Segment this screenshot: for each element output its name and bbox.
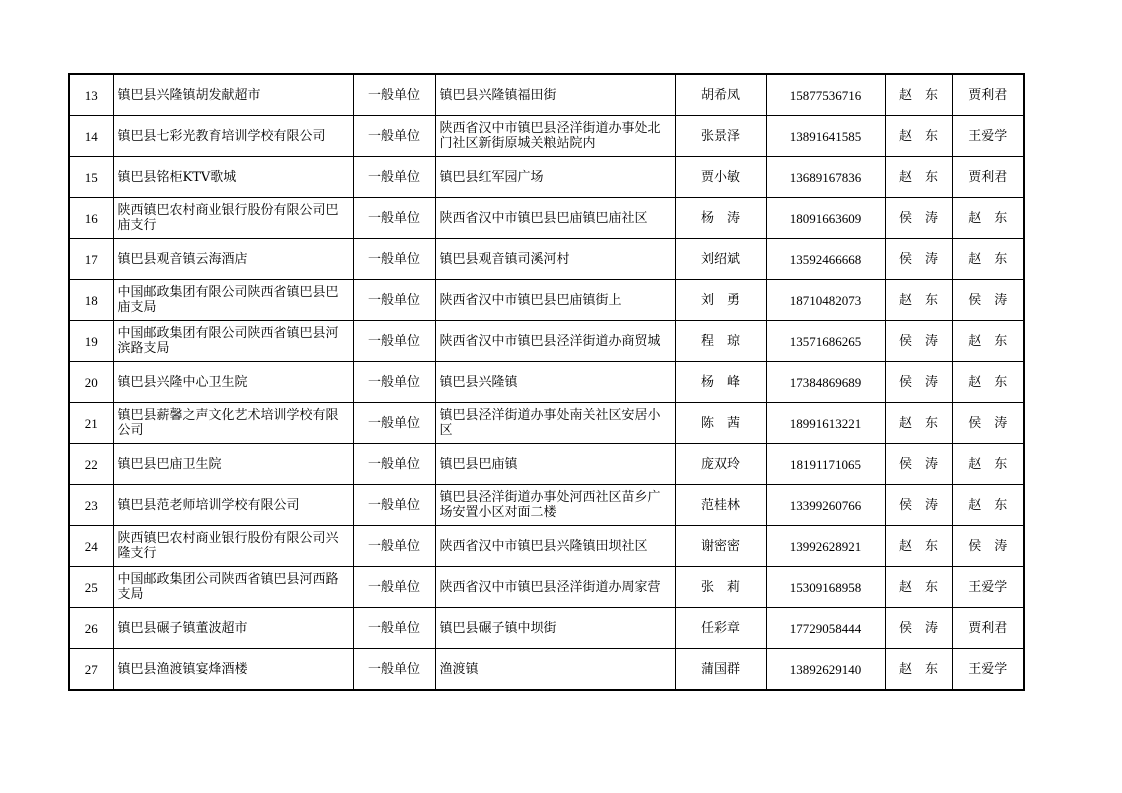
supervisor-2-cell: 赵 东	[952, 444, 1024, 485]
supervisor-2-cell: 侯 涛	[952, 280, 1024, 321]
supervisor-1-cell: 赵 东	[885, 74, 952, 116]
address-cell: 陕西省汉中市镇巴县巴庙镇街上	[435, 280, 675, 321]
table-row	[69, 485, 1024, 526]
supervisor-2-cell: 王爱学	[952, 116, 1024, 157]
unit-name-cell: 镇巴县兴隆中心卫生院	[113, 362, 353, 403]
contact-person-cell: 任彩章	[675, 608, 766, 649]
unit-name-cell: 中国邮政集团有限公司陕西省镇巴县巴庙支局	[113, 280, 353, 321]
row-number-cell: 14	[69, 116, 113, 157]
supervisor-1-cell: 赵 东	[885, 403, 952, 444]
supervisor-2-cell: 王爱学	[952, 567, 1024, 608]
phone-cell: 15877536716	[766, 74, 885, 116]
table-row	[69, 362, 1024, 403]
unit-name-cell: 中国邮政集团公司陕西省镇巴县河西路支局	[113, 567, 353, 608]
table-row	[69, 198, 1024, 239]
inspection-table	[68, 73, 1025, 691]
contact-person-cell: 陈 茜	[675, 403, 766, 444]
row-number-cell: 17	[69, 239, 113, 280]
contact-person-cell: 刘 勇	[675, 280, 766, 321]
supervisor-1-cell: 侯 涛	[885, 485, 952, 526]
unit-name-cell: 镇巴县观音镇云海酒店	[113, 239, 353, 280]
contact-person-cell: 程 琼	[675, 321, 766, 362]
phone-cell: 13399260766	[766, 485, 885, 526]
unit-type-cell: 一般单位	[353, 280, 435, 321]
unit-type-cell: 一般单位	[353, 321, 435, 362]
unit-type-cell: 一般单位	[353, 116, 435, 157]
supervisor-2-cell: 赵 东	[952, 321, 1024, 362]
supervisor-1-cell: 侯 涛	[885, 321, 952, 362]
address-cell: 陕西省汉中市镇巴县兴隆镇田坝社区	[435, 526, 675, 567]
row-number-cell: 26	[69, 608, 113, 649]
unit-type-cell: 一般单位	[353, 362, 435, 403]
table-row	[69, 567, 1024, 608]
address-cell: 镇巴县兴隆镇福田街	[435, 74, 675, 116]
unit-type-cell: 一般单位	[353, 526, 435, 567]
row-number-cell: 24	[69, 526, 113, 567]
address-cell: 渔渡镇	[435, 649, 675, 691]
unit-name-cell: 镇巴县渔渡镇宴烽酒楼	[113, 649, 353, 691]
row-number-cell: 13	[69, 74, 113, 116]
address-cell: 镇巴县泾洋街道办事处河西社区苗乡广场安置小区对面二楼	[435, 485, 675, 526]
table-row	[69, 239, 1024, 280]
contact-person-cell: 张 莉	[675, 567, 766, 608]
address-cell: 陕西省汉中市镇巴县泾洋街道办事处北门社区新街原城关粮站院内	[435, 116, 675, 157]
phone-cell: 17729058444	[766, 608, 885, 649]
row-number-cell: 15	[69, 157, 113, 198]
phone-cell: 13571686265	[766, 321, 885, 362]
unit-name-cell: 镇巴县范老师培训学校有限公司	[113, 485, 353, 526]
table-row	[69, 444, 1024, 485]
table-row	[69, 74, 1024, 116]
address-cell: 镇巴县兴隆镇	[435, 362, 675, 403]
contact-person-cell: 谢密密	[675, 526, 766, 567]
phone-cell: 13689167836	[766, 157, 885, 198]
unit-name-cell: 镇巴县薪馨之声文化艺术培训学校有限公司	[113, 403, 353, 444]
address-cell: 镇巴县观音镇司溪河村	[435, 239, 675, 280]
address-cell: 陕西省汉中市镇巴县巴庙镇巴庙社区	[435, 198, 675, 239]
supervisor-1-cell: 侯 涛	[885, 362, 952, 403]
address-cell: 陕西省汉中市镇巴县泾洋街道办商贸城	[435, 321, 675, 362]
unit-name-cell: 中国邮政集团有限公司陕西省镇巴县河滨路支局	[113, 321, 353, 362]
phone-cell: 13992628921	[766, 526, 885, 567]
unit-name-cell: 镇巴县兴隆镇胡发献超市	[113, 74, 353, 116]
phone-cell: 18191171065	[766, 444, 885, 485]
supervisor-1-cell: 赵 东	[885, 280, 952, 321]
address-cell: 陕西省汉中市镇巴县泾洋街道办周家营	[435, 567, 675, 608]
unit-name-cell: 陕西镇巴农村商业银行股份有限公司巴庙支行	[113, 198, 353, 239]
row-number-cell: 20	[69, 362, 113, 403]
supervisor-2-cell: 侯 涛	[952, 403, 1024, 444]
unit-name-cell: 镇巴县铭柜KTV歌城	[113, 157, 353, 198]
supervisor-2-cell: 贾利君	[952, 74, 1024, 116]
supervisor-1-cell: 侯 涛	[885, 198, 952, 239]
supervisor-1-cell: 侯 涛	[885, 239, 952, 280]
phone-cell: 18710482073	[766, 280, 885, 321]
contact-person-cell: 胡希凤	[675, 74, 766, 116]
unit-name-cell: 镇巴县七彩光教育培训学校有限公司	[113, 116, 353, 157]
row-number-cell: 25	[69, 567, 113, 608]
supervisor-1-cell: 侯 涛	[885, 608, 952, 649]
address-cell: 镇巴县巴庙镇	[435, 444, 675, 485]
contact-person-cell: 杨 峰	[675, 362, 766, 403]
supervisor-2-cell: 赵 东	[952, 485, 1024, 526]
unit-name-cell: 镇巴县巴庙卫生院	[113, 444, 353, 485]
address-cell: 镇巴县碾子镇中坝街	[435, 608, 675, 649]
phone-cell: 18991613221	[766, 403, 885, 444]
supervisor-2-cell: 王爱学	[952, 649, 1024, 691]
unit-type-cell: 一般单位	[353, 444, 435, 485]
table-row	[69, 116, 1024, 157]
contact-person-cell: 范桂林	[675, 485, 766, 526]
table-row	[69, 321, 1024, 362]
phone-cell: 18091663609	[766, 198, 885, 239]
unit-type-cell: 一般单位	[353, 608, 435, 649]
unit-type-cell: 一般单位	[353, 649, 435, 691]
supervisor-2-cell: 赵 东	[952, 362, 1024, 403]
unit-name-cell: 镇巴县碾子镇董波超市	[113, 608, 353, 649]
table-row	[69, 403, 1024, 444]
table-row	[69, 526, 1024, 567]
supervisor-2-cell: 赵 东	[952, 198, 1024, 239]
unit-type-cell: 一般单位	[353, 157, 435, 198]
unit-name-cell: 陕西镇巴农村商业银行股份有限公司兴隆支行	[113, 526, 353, 567]
contact-person-cell: 蒲国群	[675, 649, 766, 691]
row-number-cell: 22	[69, 444, 113, 485]
supervisor-1-cell: 侯 涛	[885, 444, 952, 485]
phone-cell: 13892629140	[766, 649, 885, 691]
phone-cell: 13592466668	[766, 239, 885, 280]
contact-person-cell: 贾小敏	[675, 157, 766, 198]
address-cell: 镇巴县红军园广场	[435, 157, 675, 198]
contact-person-cell: 杨 涛	[675, 198, 766, 239]
supervisor-1-cell: 赵 东	[885, 567, 952, 608]
unit-type-cell: 一般单位	[353, 567, 435, 608]
table-row	[69, 280, 1024, 321]
table-row	[69, 608, 1024, 649]
supervisor-2-cell: 贾利君	[952, 608, 1024, 649]
table-row	[69, 649, 1024, 691]
address-cell: 镇巴县泾洋街道办事处南关社区安居小区	[435, 403, 675, 444]
contact-person-cell: 刘绍斌	[675, 239, 766, 280]
row-number-cell: 16	[69, 198, 113, 239]
unit-type-cell: 一般单位	[353, 239, 435, 280]
row-number-cell: 18	[69, 280, 113, 321]
supervisor-1-cell: 赵 东	[885, 116, 952, 157]
supervisor-1-cell: 赵 东	[885, 157, 952, 198]
contact-person-cell: 张景泽	[675, 116, 766, 157]
unit-type-cell: 一般单位	[353, 403, 435, 444]
row-number-cell: 23	[69, 485, 113, 526]
supervisor-2-cell: 贾利君	[952, 157, 1024, 198]
row-number-cell: 27	[69, 649, 113, 691]
supervisor-1-cell: 赵 东	[885, 526, 952, 567]
unit-type-cell: 一般单位	[353, 198, 435, 239]
phone-cell: 17384869689	[766, 362, 885, 403]
supervisor-1-cell: 赵 东	[885, 649, 952, 691]
table-row	[69, 157, 1024, 198]
unit-type-cell: 一般单位	[353, 74, 435, 116]
phone-cell: 13891641585	[766, 116, 885, 157]
supervisor-2-cell: 侯 涛	[952, 526, 1024, 567]
table-body	[69, 74, 1024, 690]
contact-person-cell: 庞双玲	[675, 444, 766, 485]
phone-cell: 15309168958	[766, 567, 885, 608]
row-number-cell: 19	[69, 321, 113, 362]
row-number-cell: 21	[69, 403, 113, 444]
unit-type-cell: 一般单位	[353, 485, 435, 526]
supervisor-2-cell: 赵 东	[952, 239, 1024, 280]
